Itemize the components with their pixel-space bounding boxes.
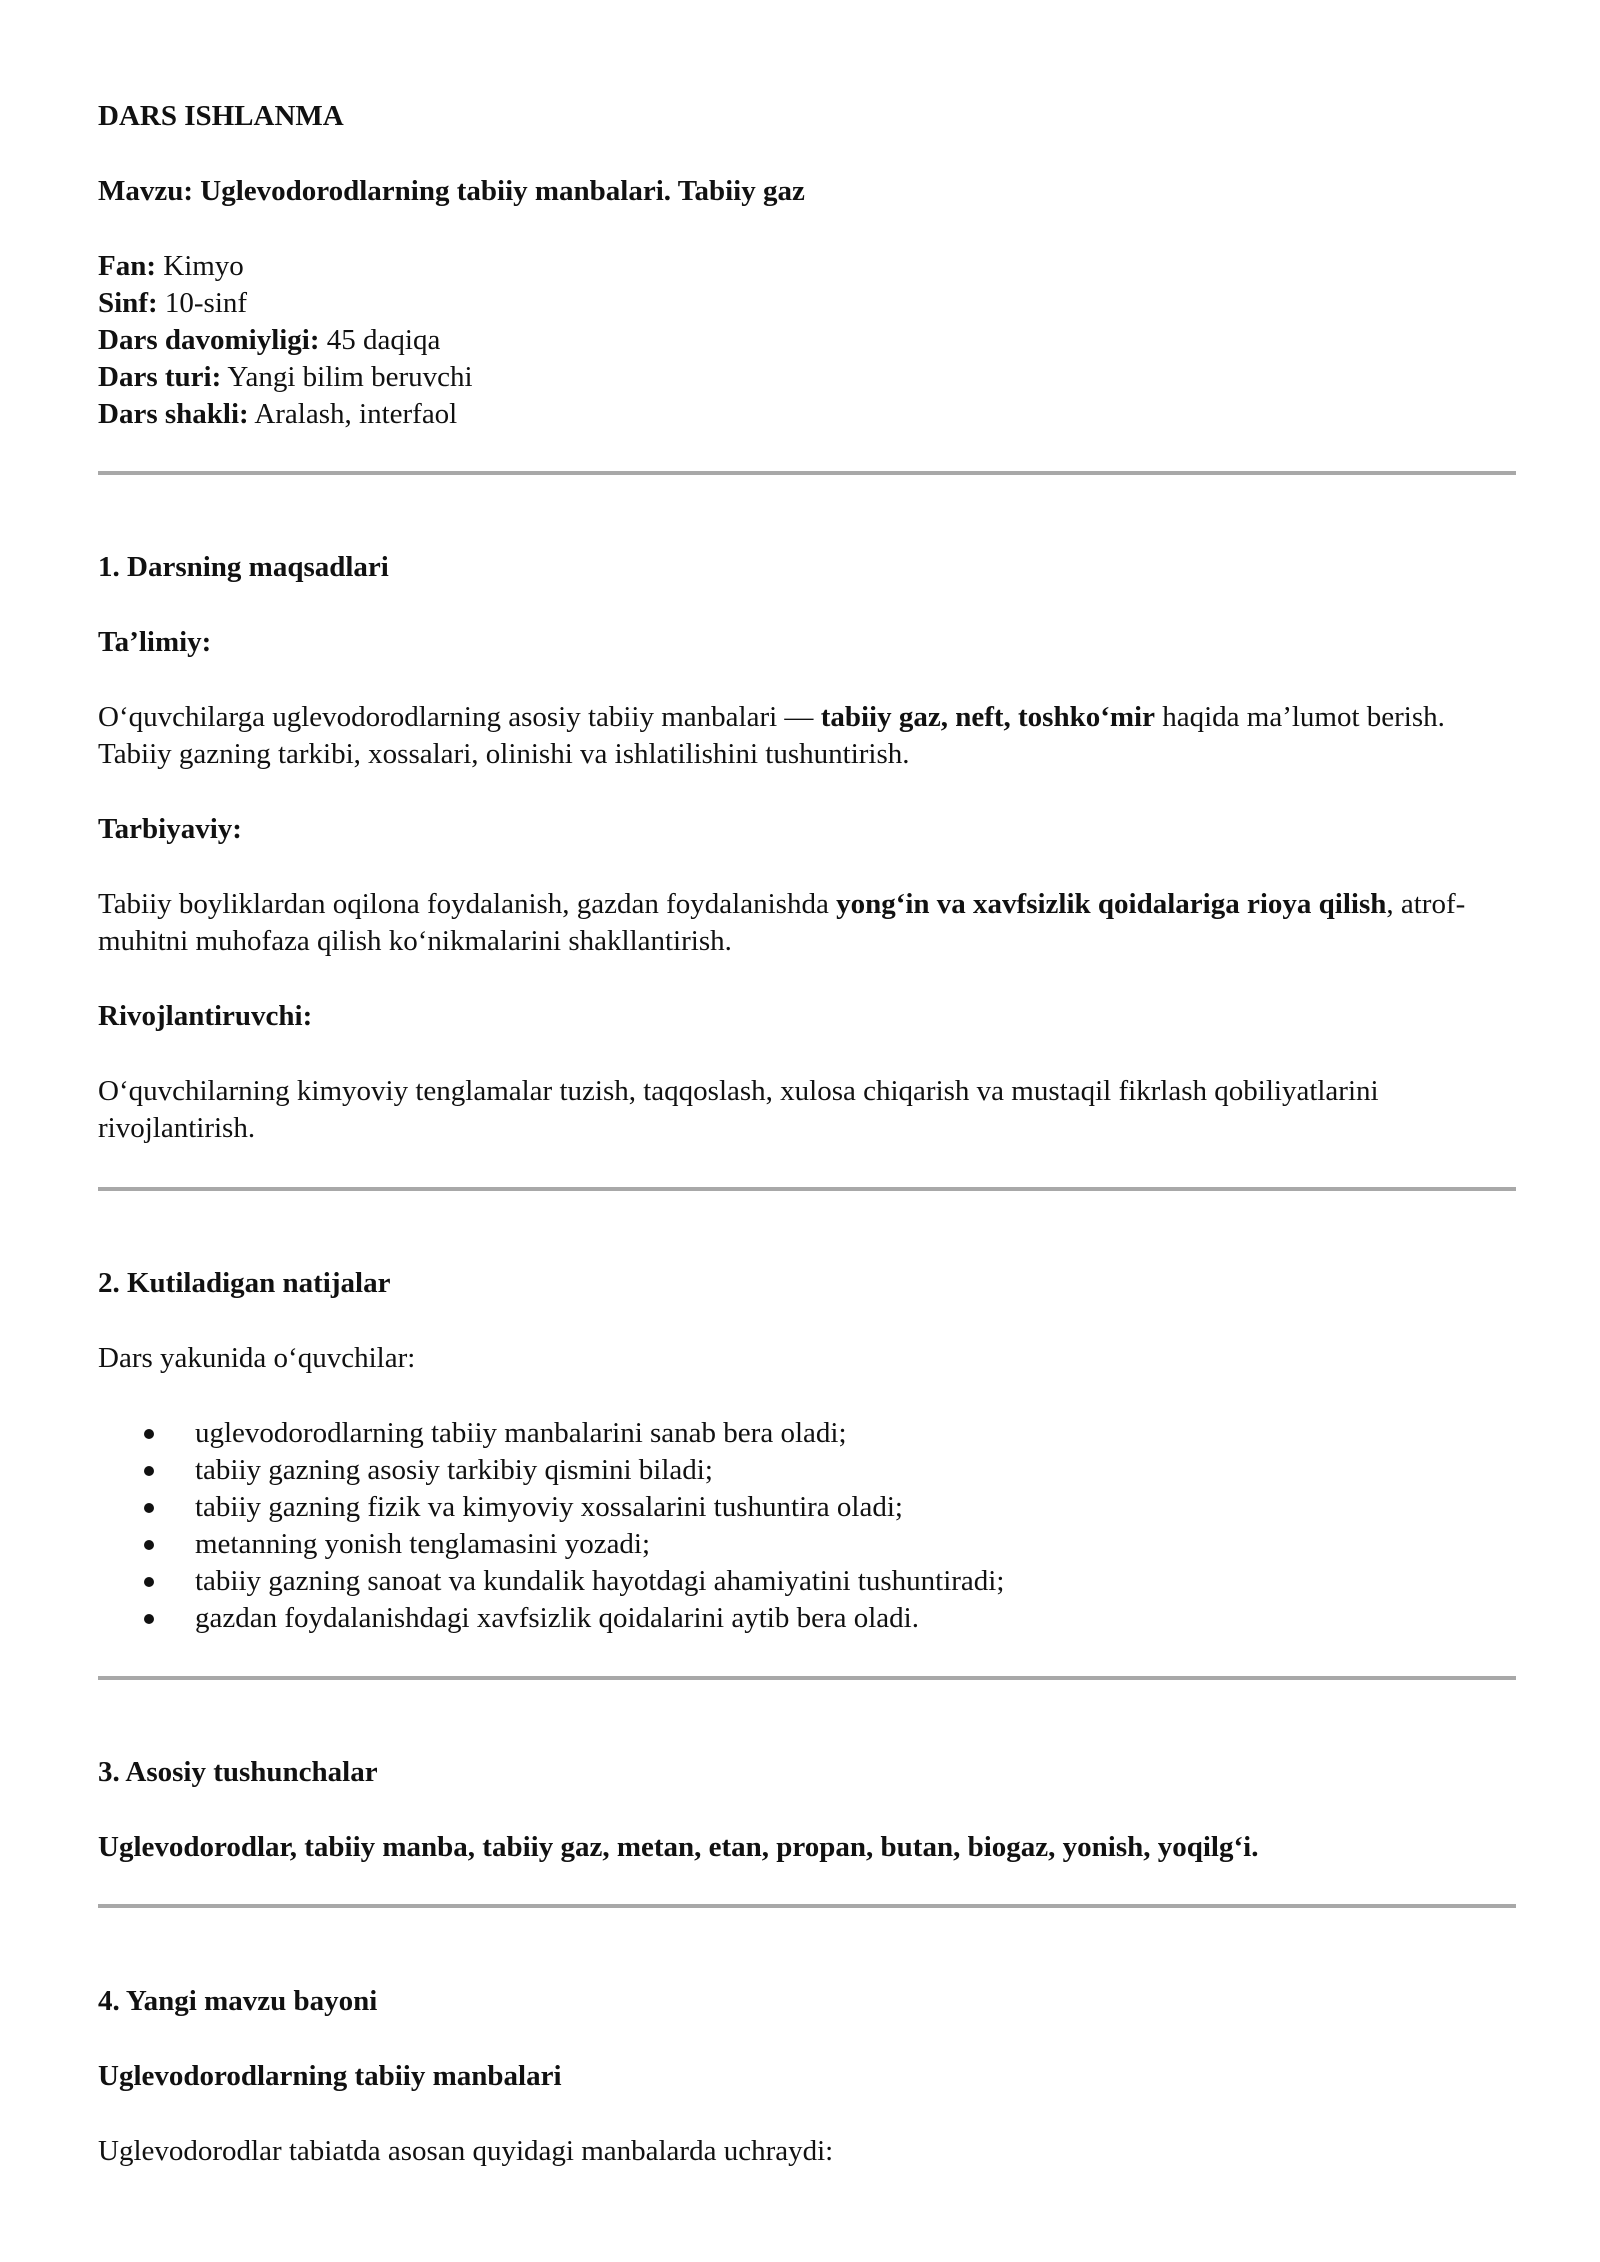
goal-text-educational: O‘quvchilarga uglevodorodlarning asosiy tabiiy manbalari — tabiiy gaz, neft, toshko‘mir haqida ma’lumot berish. Tabiiy gazning tarkibi, xossalari, olinishi va ishlatilishini tushuntirish. xyxy=(98,701,1445,770)
outcomes-intro: Dars yakunida o‘quvchilar: xyxy=(98,1342,416,1374)
bullet-icon xyxy=(144,1577,154,1587)
list-item: metanning yonish tenglamasini yozadi; xyxy=(98,1526,1516,1563)
list-item: tabiiy gazning asosiy tarkibiy qismini biladi; xyxy=(98,1452,1516,1489)
outcomes-list xyxy=(98,1415,1516,1637)
goal-label-educational: Ta’limiy: xyxy=(98,626,212,658)
lesson-topic: Mavzu: Uglevodorodlarning tabiiy manbalari. Tabiiy gaz xyxy=(98,175,805,207)
meta-type: Dars turi: Yangi bilim beruvchi xyxy=(98,361,473,393)
lesson-meta xyxy=(98,248,1516,433)
bullet-icon xyxy=(144,1540,154,1550)
meta-grade: Sinf: 10-sinf xyxy=(98,287,248,319)
list-item: tabiiy gazning fizik va kimyoviy xossalarini tushuntira oladi; xyxy=(98,1489,1516,1526)
meta-subject: Fan: Kimyo xyxy=(98,250,244,282)
section-heading-new-topic: 4. Yangi mavzu bayoni xyxy=(98,1985,378,2017)
meta-form: Dars shakli: Aralash, interfaol xyxy=(98,398,458,430)
section-heading-goals: 1. Darsning maqsadlari xyxy=(98,551,389,583)
section-heading-outcomes: 2. Kutiladigan natijalar xyxy=(98,1267,391,1299)
divider xyxy=(98,471,1516,475)
document-title: DARS ISHLANMA xyxy=(98,100,344,132)
list-item: gazdan foydalanishdagi xavfsizlik qoidalarini aytib bera oladi. xyxy=(98,1600,1516,1637)
goal-text-developmental: O‘quvchilarning kimyoviy tenglamalar tuzish, taqqoslash, xulosa chiqarish va mustaqil fikrlash qobiliyatlarini rivojlantirish. xyxy=(98,1075,1379,1144)
goal-text-upbringing: Tabiiy boyliklardan oqilona foydalanish, gazdan foydalanishda yong‘in va xavfsizlik qoidalariga rioya qilish, atrof-muhitni muhofaza qilish ko‘nikmalarini shakllantirish. xyxy=(98,888,1466,957)
key-terms: Uglevodorodlar, tabiiy manba, tabiiy gaz, metan, etan, propan, butan, biogaz, yonish, yoqilg‘i. xyxy=(98,1831,1259,1863)
bullet-icon xyxy=(144,1614,154,1624)
bullet-icon xyxy=(144,1429,154,1439)
goal-label-upbringing: Tarbiyaviy: xyxy=(98,813,242,845)
new-topic-intro: Uglevodorodlar tabiatda asosan quyidagi manbalarda uchraydi: xyxy=(98,2135,834,2167)
goal-label-developmental: Rivojlantiruvchi: xyxy=(98,1000,313,1032)
bullet-icon xyxy=(144,1503,154,1513)
meta-duration: Dars davomiyligi: 45 daqiqa xyxy=(98,324,441,356)
section-heading-concepts: 3. Asosiy tushunchalar xyxy=(98,1756,378,1788)
subheading-natural-sources: Uglevodorodlarning tabiiy manbalari xyxy=(98,2060,562,2092)
divider xyxy=(98,1187,1516,1191)
divider xyxy=(98,1676,1516,1680)
bullet-icon xyxy=(144,1466,154,1476)
list-item: tabiiy gazning sanoat va kundalik hayotdagi ahamiyatini tushuntiradi; xyxy=(98,1563,1516,1600)
divider xyxy=(98,1904,1516,1908)
list-item: uglevodorodlarning tabiiy manbalarini sanab bera oladi; xyxy=(98,1415,1516,1452)
